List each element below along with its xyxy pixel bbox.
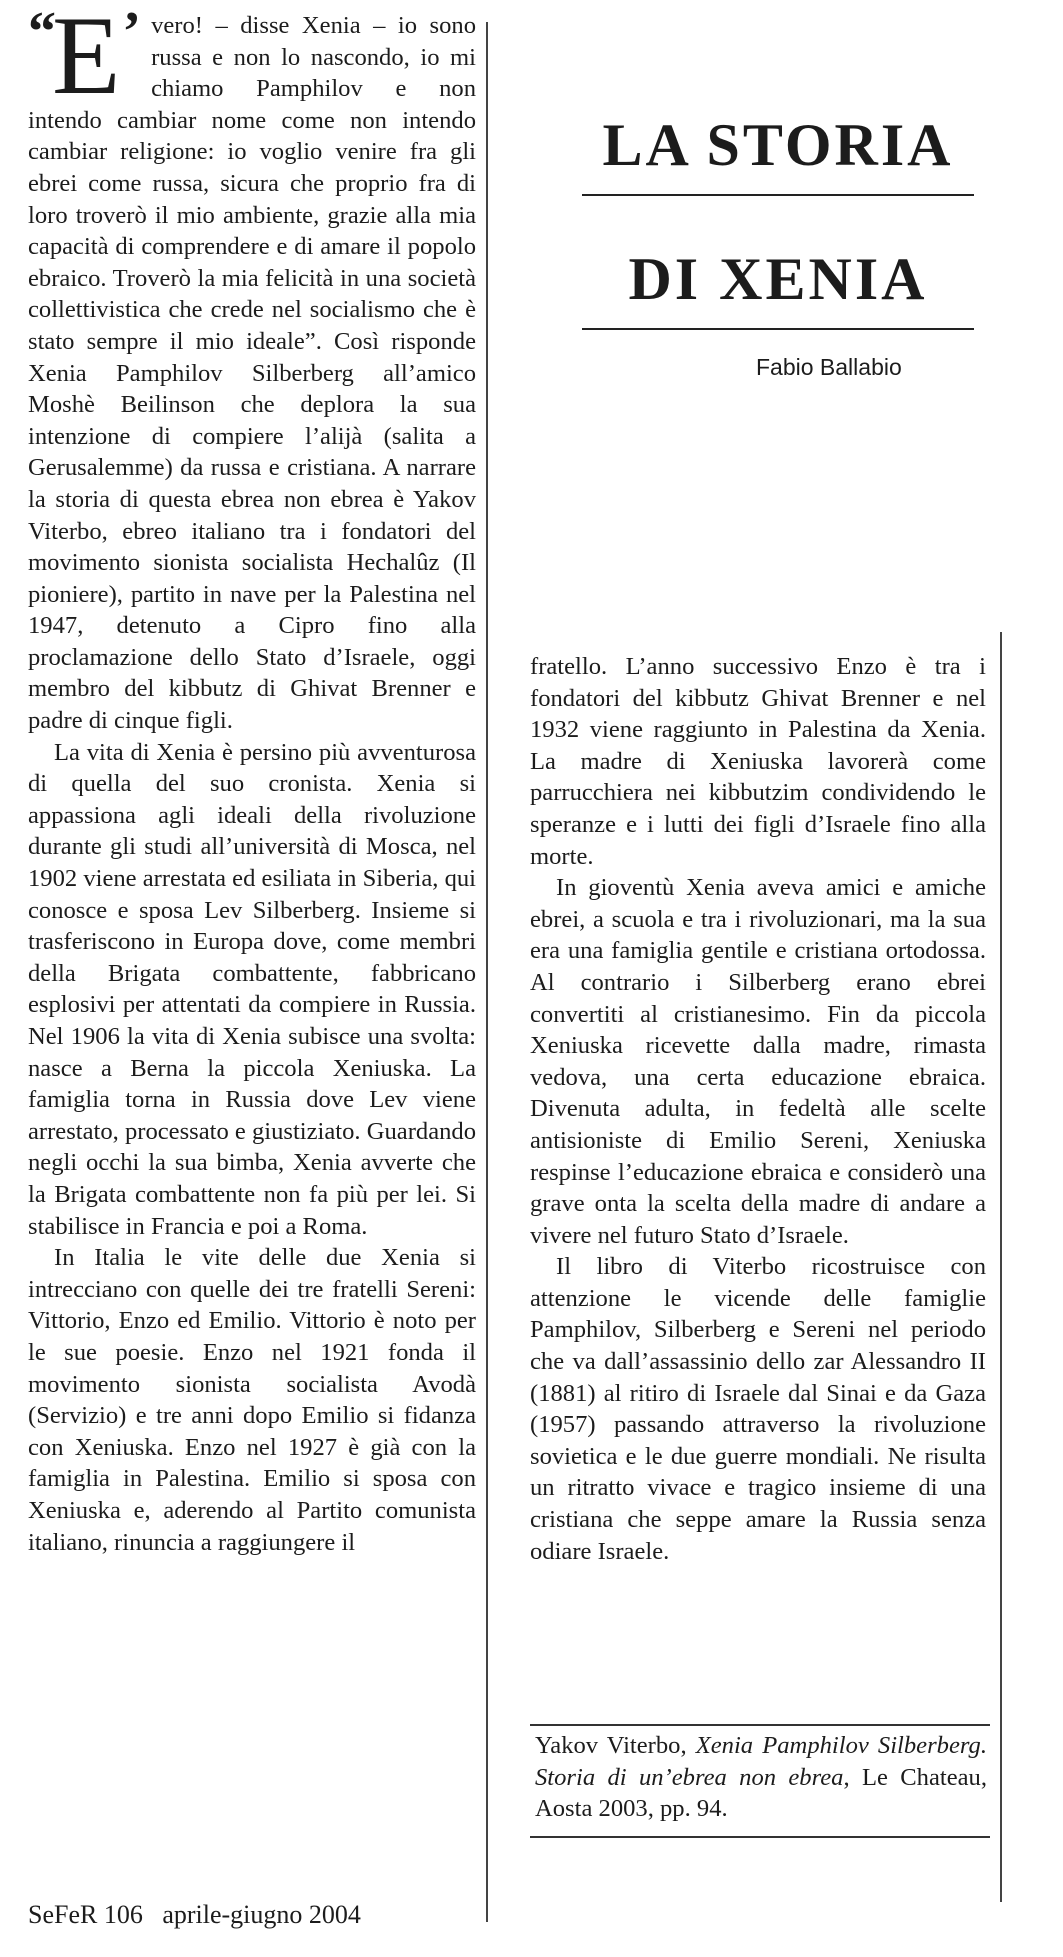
article-paragraph-2: La vita di Xenia è persino più avventurosa di quella del suo cronista. Xenia si appassiona agli ideali della rivoluzione durante gli studi all’università di Mosca, nel 1902 viene arrestata ed esiliata in Siberia, qui conosce e sposa Lev Silberberg. Insieme si trasferiscono in Europa dove, come membri della Brigata combattente, fabbricano esplosivi per attentati da compiere in Russia. Nel 1906 la vita di Xenia subisce una svolta: nasce a Berna la piccola Xeniuska. La famiglia torna in Russia dove Lev viene arrestato, processato e giustiziato. Guardando negli occhi la sua bimba, Xenia avverte che la Brigata combattente non fa più per lei. Si stabilisce in Francia e poi a Roma. — [28, 738, 476, 1240]
dropcap-apostrophe: ’ — [122, 1, 142, 63]
dropcap-block — [28, 0, 142, 118]
reference-book-title: Xenia Pamphilov Silberberg. Storia di un’ebrea non ebrea — [535, 1732, 987, 1791]
article-paragraph-3: In Italia le vite delle due Xenia si intrecciano con quelle dei tre fratelli Sereni: Vittorio, Enzo ed Emilio. Vittorio è noto per le sue poesie. Enzo nel 1921 fonda il movimento sionista socialista Avodà (Servizio) e tre anni dopo Emilio si fidanza con Xeniuska. Enzo nel 1927 è già con la famiglia in Palestina. Emilio si sposa con Xeniuska e, aderendo al Partito comunista italiano, rinuncia a raggiungere il — [28, 1244, 476, 1556]
right-column-divider — [1000, 632, 1002, 1902]
title-line-2: DI XENIA — [628, 246, 928, 312]
book-reference — [535, 1730, 987, 1825]
page-footer: SeFeR 106 aprile-giugno 2004 — [28, 1900, 361, 1929]
column-divider — [486, 22, 488, 1922]
title-line-1: LA STORIA — [602, 112, 954, 178]
article-paragraph-4: fratello. L’anno successivo Enzo è tra i fondatori del kibbutz Ghivat Brenner e nel 1932 viene raggiunto in Palestina da Xenia. La madre di Xeniuska lavorerà come parrucchiera nei kibbutzim condividendo le speranze e i lutti dei figli d’Israele fino alla morte. — [530, 653, 986, 870]
author-byline: Fabio Ballabio — [756, 354, 902, 380]
reference-author: Yakov Viterbo, — [535, 1732, 696, 1759]
paragraph-1-text: vero! – disse Xenia – io sono russa e non lo nascondo, io mi chiamo Pamphilov e non intendo cambiar nome come non intendo cambiar religione: io voglio venire fra gli ebrei come russa, sicura che proprio fra di loro troverò il mio ambiente, grazie alla mia capacità di comprendere e di amare il popolo ebraico. Troverò la mia felicità in una società collettivistica che crede nel socialismo che è stato sempre il mio ideale”. Così risponde Xenia Pamphilov Silberberg all’amico Moshè Beilinson che deplora la sua intenzione di compiere l’alijà (salita a Gerusalemme) da russa e cristiana. A narrare la storia di questa ebrea non ebrea è Yakov Viterbo, ebreo italiano tra i fondatori del movimento sionista socialista Hechalûz (Il pioniere), partito in nave per la Palestina nel 1947, detenuto a Cipro fino alla proclamazione dello Stato d’Israele, oggi membro del kibbutz di Ghivat Brenner e padre di cinque figli. — [28, 12, 476, 735]
title-rule-2 — [582, 328, 974, 330]
dropcap-letter: E — [52, 0, 121, 118]
reference-rule-top — [530, 1724, 990, 1726]
reference-publisher: , Le Chateau, Aosta 2003, pp. 94. — [535, 1763, 987, 1823]
article-paragraph-6: Il libro di Viterbo ricostruisce con attenzione le vicende delle famiglie Pamphilov, Silberberg e Sereni nel periodo che va dall’assassinio dello zar Alessandro II (1881) al ritiro di Israele dal Sinai e da Gaza (1957) passando attraverso la rivoluzione sovietica e le due guerre mondiali. Ne risulta un ritratto vivace e tragico insieme di una cristiana che seppe amare la Russia senza odiare Israele. — [530, 1253, 986, 1565]
reference-rule-bottom — [530, 1836, 990, 1838]
left-column — [28, 0, 476, 1558]
article-paragraph-1 — [28, 0, 476, 737]
article-paragraph-5: In gioventù Xenia aveva amici e amiche ebrei, a scuola e tra i rivoluzionari, ma la sua era una famiglia gentile e cristiana ortodossa. Al contrario i Silberberg erano ebrei convertiti al cristianesimo. Fin da piccola Xeniuska ricevette dalla madre, rimasta vedova, una certa educazione ebraica. Divenuta adulta, in fedeltà alle scelte antisioniste di Emilio Sereni, Xeniuska respinse l’educazione ebraica e considerò una grave onta la scelta della madre di andare a vivere nel futuro Stato d’Israele. — [530, 874, 986, 1249]
opening-quote: “ — [28, 1, 50, 63]
right-column — [530, 651, 986, 1567]
article-title — [578, 110, 978, 330]
